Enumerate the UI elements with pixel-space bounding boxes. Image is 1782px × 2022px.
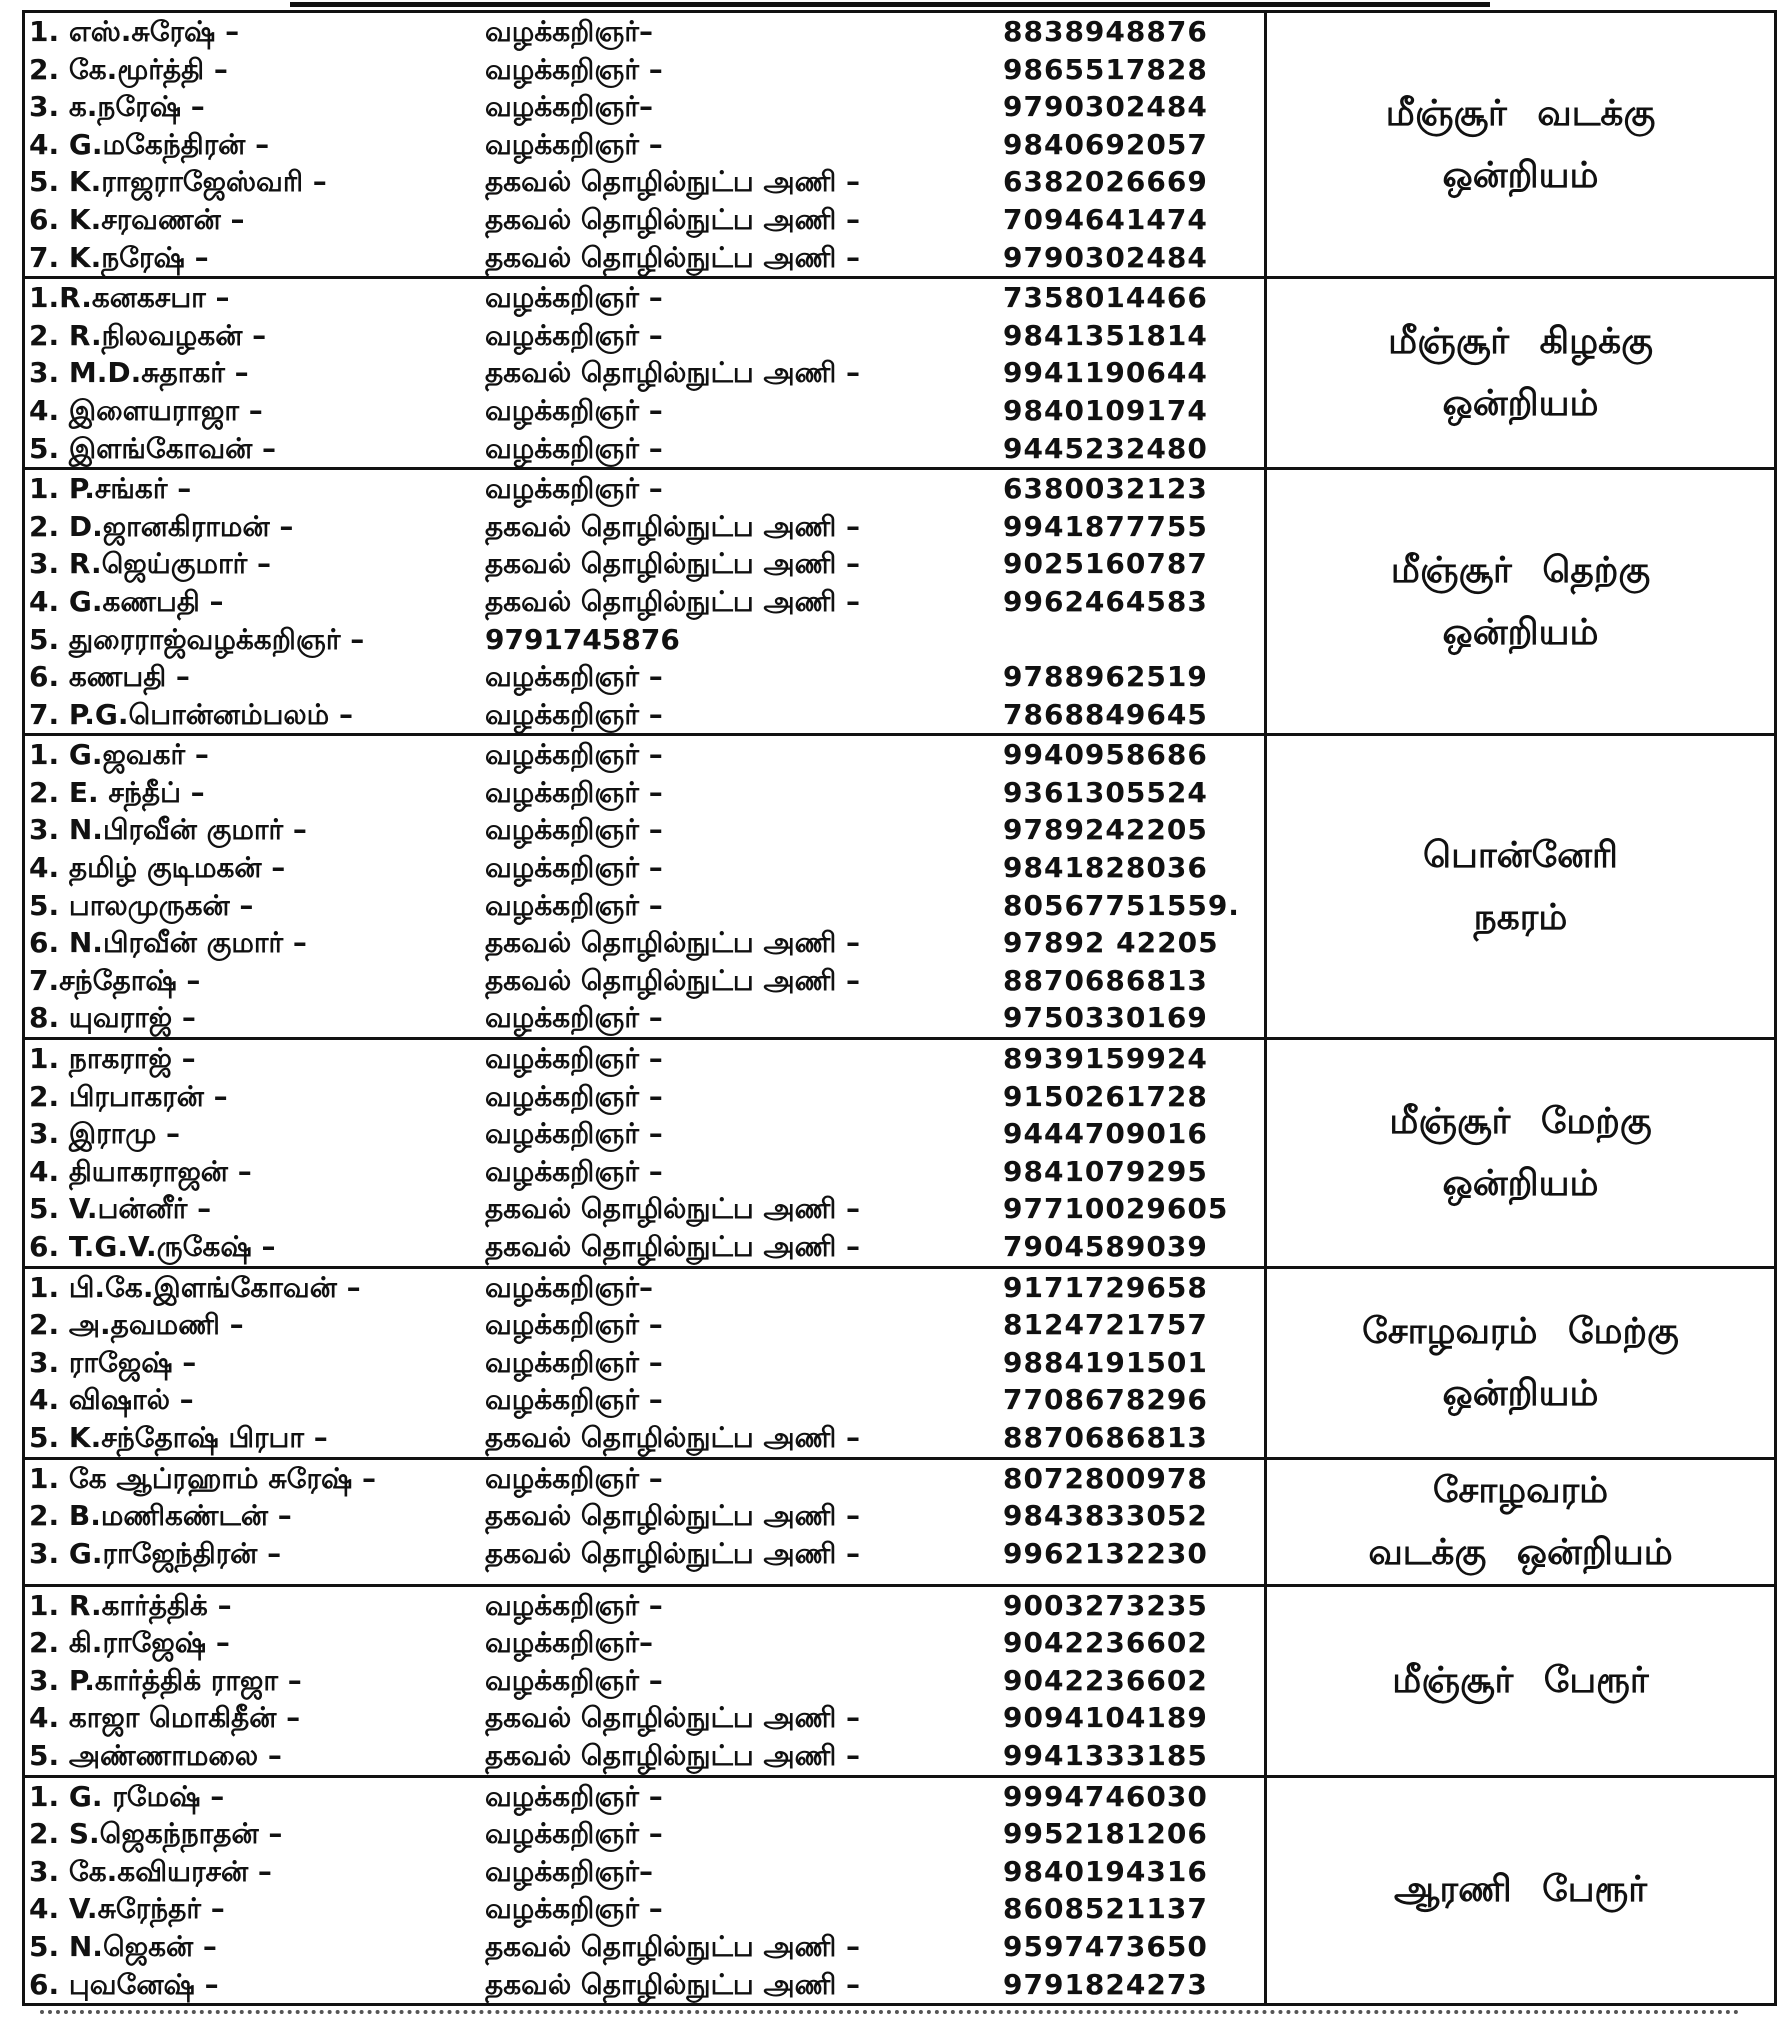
region-group bbox=[25, 736, 1774, 1040]
region-label-line: வடக்கு ஒன்றியம் bbox=[1368, 1531, 1673, 1573]
member-role: தகவல் தொழில்நுட்ப அணி – bbox=[485, 1230, 860, 1263]
member-name: 3. N.பிரவீன் குமார் – bbox=[29, 813, 307, 847]
member-name: 7.சந்தோஷ் – bbox=[29, 963, 201, 997]
member-role: வழக்கறிஞர்– bbox=[485, 1270, 653, 1304]
region-label-line: ஒன்றியம் bbox=[1442, 1372, 1599, 1414]
member-role: தகவல் தொழில்நுட்ப அணி – bbox=[485, 963, 860, 997]
member-role: வழக்கறிஞர் – bbox=[485, 52, 663, 86]
member-name: 5. N.ஜெகன் – bbox=[29, 1929, 217, 1963]
member-row bbox=[25, 583, 1264, 621]
member-role: வழக்கறிஞர் – bbox=[485, 1345, 663, 1379]
member-name: 7. K.நரேஷ் – bbox=[29, 240, 209, 274]
member-role: தகவல் தொழில்நுட்ப அணி – bbox=[485, 1420, 860, 1454]
region-name bbox=[1267, 1778, 1774, 2004]
member-name: 4. விஷால் – bbox=[29, 1383, 194, 1417]
member-phone: 9840109174 bbox=[1003, 393, 1208, 427]
region-label-line: ஒன்றியம் bbox=[1442, 611, 1599, 653]
member-phone: 9841079295 bbox=[1003, 1154, 1208, 1188]
member-phone: 9841351814 bbox=[1003, 318, 1208, 352]
member-role: வழக்கறிஞர் – bbox=[485, 472, 663, 506]
member-role: தகவல் தொழில்நுட்ப அணி – bbox=[485, 165, 860, 199]
member-phone: 9940958686 bbox=[1003, 738, 1208, 772]
member-role: தகவல் தொழில்நுட்ப அணி – bbox=[485, 1499, 860, 1533]
member-row bbox=[25, 658, 1264, 696]
member-row bbox=[25, 51, 1264, 89]
member-row bbox=[25, 317, 1264, 355]
member-phone: 9750330169 bbox=[1003, 1001, 1208, 1035]
member-name: 5. அண்ணாமலை – bbox=[29, 1738, 282, 1772]
member-name: 1.R.கனகசபா – bbox=[29, 281, 230, 315]
member-phone: 9171729658 bbox=[1003, 1270, 1208, 1304]
member-role: தகவல் தொழில்நுட்ப அணி – bbox=[485, 202, 860, 236]
region-label-line: மீஞ்சூர் கிழக்கு bbox=[1388, 321, 1653, 363]
member-phone: 9790302484 bbox=[1003, 90, 1208, 124]
member-phone: 8608521137 bbox=[1003, 1892, 1208, 1926]
member-list bbox=[25, 1587, 1267, 1775]
member-row bbox=[25, 1228, 1264, 1266]
member-role: வழக்கறிஞர் – bbox=[485, 1117, 663, 1151]
member-role: வழக்கறிஞர் – bbox=[485, 1001, 663, 1035]
region-group bbox=[25, 1040, 1774, 1269]
member-role: தகவல் தொழில்நுட்ப அணி – bbox=[485, 547, 860, 581]
member-row bbox=[25, 1306, 1264, 1344]
member-name: 2. பிரபாகரன் – bbox=[29, 1079, 228, 1113]
region-name bbox=[1267, 1460, 1774, 1584]
member-phone: 9444709016 bbox=[1003, 1117, 1208, 1151]
region-name bbox=[1267, 1040, 1774, 1266]
member-phone: 9789242205 bbox=[1003, 813, 1208, 847]
member-phone: 9597473650 bbox=[1003, 1929, 1208, 1963]
member-name: 1. G.ஜவகர் – bbox=[29, 738, 209, 772]
member-role: வழக்கறிஞர்– bbox=[485, 15, 653, 48]
member-row bbox=[25, 1535, 1264, 1573]
member-row bbox=[25, 1497, 1264, 1535]
member-role: வழக்கறிஞர் – bbox=[485, 1663, 663, 1697]
member-name: 2. கே.மூர்த்தி – bbox=[29, 52, 228, 86]
member-role: தகவல் தொழில்நுட்ப அணி – bbox=[485, 926, 860, 960]
member-role: வழக்கறிஞர் – bbox=[485, 1154, 663, 1188]
member-name: 1. நாகராஜ் – bbox=[29, 1042, 196, 1076]
member-name: 2. R.நிலவழகன் – bbox=[29, 318, 267, 352]
member-name: 4. G.கணபதி – bbox=[29, 584, 224, 618]
member-role: வழக்கறிஞர் – bbox=[485, 127, 663, 161]
member-row bbox=[25, 392, 1264, 430]
member-row bbox=[25, 774, 1264, 812]
member-row bbox=[25, 999, 1264, 1037]
member-row bbox=[25, 201, 1264, 239]
member-phone: 7868849645 bbox=[1003, 697, 1208, 731]
member-name: 6. N.பிரவீன் குமார் – bbox=[29, 926, 307, 960]
member-phone: 8870686813 bbox=[1003, 1420, 1208, 1454]
region-name bbox=[1267, 279, 1774, 467]
member-name: 3. P.கார்த்திக் ராஜா – bbox=[29, 1663, 302, 1697]
region-label-line: மீஞ்சூர் மேற்கு bbox=[1389, 1100, 1652, 1142]
member-name: 2. D.ஜானகிராமன் – bbox=[29, 509, 294, 543]
member-role: வழக்கறிஞர் – bbox=[485, 1461, 663, 1495]
member-name: 3. ராஜேஷ் – bbox=[29, 1345, 197, 1379]
member-row bbox=[25, 1153, 1264, 1191]
region-group bbox=[25, 1778, 1774, 2004]
member-name: 5. இளங்கோவன் – bbox=[29, 431, 277, 465]
member-phone: 9994746030 bbox=[1003, 1779, 1208, 1813]
member-role: தகவல் தொழில்நுட்ப அணி – bbox=[485, 240, 860, 274]
region-group bbox=[25, 279, 1774, 470]
member-name: 6. K.சரவணன் – bbox=[29, 202, 245, 236]
top-rule bbox=[290, 2, 1490, 7]
region-name bbox=[1267, 736, 1774, 1037]
member-phone: 8072800978 bbox=[1003, 1461, 1208, 1495]
member-name: 2. S.ஜெகந்நாதன் – bbox=[29, 1817, 283, 1851]
member-row bbox=[25, 88, 1264, 126]
member-phone: 9962132230 bbox=[1003, 1536, 1208, 1570]
member-role: வழக்கறிஞர்– bbox=[485, 1626, 653, 1660]
member-row bbox=[25, 508, 1264, 546]
member-phone: 9042236602 bbox=[1003, 1626, 1208, 1660]
member-role: தகவல் தொழில்நுட்ப அணி – bbox=[485, 1192, 860, 1226]
member-phone: 97892 42205 bbox=[1003, 926, 1219, 960]
footer-divider bbox=[40, 2010, 1740, 2018]
member-name: 6. T.G.V.ருகேஷ் – bbox=[29, 1230, 276, 1263]
member-phone: 9841828036 bbox=[1003, 851, 1208, 885]
member-phone: 8939159924 bbox=[1003, 1042, 1208, 1076]
member-phone: 9791824273 bbox=[1003, 1967, 1208, 2001]
member-phone: 9941333185 bbox=[1003, 1738, 1208, 1772]
member-phone: 9094104189 bbox=[1003, 1701, 1208, 1735]
region-label-line: நகரம் bbox=[1473, 896, 1568, 938]
member-row bbox=[25, 621, 1264, 659]
member-name: 5. V.பன்னீர் – bbox=[29, 1192, 212, 1226]
member-role: தகவல் தொழில்நுட்ப அணி – bbox=[485, 356, 860, 390]
member-name: 4. V.சுரேந்தர் – bbox=[29, 1892, 225, 1926]
member-row bbox=[25, 1662, 1264, 1700]
member-name: 2. B.மணிகண்டன் – bbox=[29, 1499, 292, 1533]
member-phone: 9150261728 bbox=[1003, 1079, 1208, 1113]
member-role: தகவல் தொழில்நுட்ப அணி – bbox=[485, 1929, 860, 1963]
member-role: வழக்கறிஞர் – bbox=[485, 1779, 663, 1813]
member-name: 4. தமிழ் குடிமகன் – bbox=[29, 851, 286, 885]
member-list bbox=[25, 470, 1267, 733]
member-row bbox=[25, 696, 1264, 734]
member-phone: 8124721757 bbox=[1003, 1308, 1208, 1342]
member-row bbox=[25, 163, 1264, 201]
member-phone: 7094641474 bbox=[1003, 202, 1208, 236]
member-phone: 9941190644 bbox=[1003, 356, 1208, 390]
member-name: 5. K.சந்தோஷ் பிரபா – bbox=[29, 1420, 328, 1454]
member-role: தகவல் தொழில்நுட்ப அணி – bbox=[485, 1701, 860, 1735]
member-role: வழக்கறிஞர்– bbox=[485, 1854, 653, 1888]
member-phone: 9843833052 bbox=[1003, 1499, 1208, 1533]
member-row bbox=[25, 1778, 1264, 1816]
member-phone: 9025160787 bbox=[1003, 547, 1208, 581]
contact-table bbox=[22, 10, 1777, 2006]
member-name: 1. G. ரமேஷ் – bbox=[29, 1779, 225, 1813]
member-name: 1. எஸ்.சுரேஷ் – bbox=[29, 15, 240, 48]
member-role: தகவல் தொழில்நுட்ப அணி – bbox=[485, 509, 860, 543]
region-name bbox=[1267, 470, 1774, 733]
member-phone: 9788962519 bbox=[1003, 660, 1208, 694]
region-group bbox=[25, 1269, 1774, 1460]
member-row bbox=[25, 1040, 1264, 1078]
member-row bbox=[25, 1419, 1264, 1457]
member-role: வழக்கறிஞர் – bbox=[485, 775, 663, 809]
member-row bbox=[25, 887, 1264, 925]
member-name: 4. G.மகேந்திரன் – bbox=[29, 127, 270, 161]
member-role: வழக்கறிஞர் – bbox=[485, 393, 663, 427]
member-role: தகவல் தொழில்நுட்ப அணி – bbox=[485, 1536, 860, 1570]
member-phone: 9003273235 bbox=[1003, 1588, 1208, 1622]
member-phone: 9840692057 bbox=[1003, 127, 1208, 161]
member-row bbox=[25, 279, 1264, 317]
member-phone: 9941877755 bbox=[1003, 509, 1208, 543]
member-role: வழக்கறிஞர் – bbox=[485, 738, 663, 772]
member-name: 5. பாலமுருகன் – bbox=[29, 888, 254, 922]
member-role: வழக்கறிஞர் – bbox=[485, 813, 663, 847]
member-phone: 7708678296 bbox=[1003, 1383, 1208, 1417]
member-role: வழக்கறிஞர் – bbox=[485, 1817, 663, 1851]
member-row bbox=[25, 1737, 1264, 1775]
member-name: 3. கே.கவியரசன் – bbox=[29, 1854, 272, 1888]
member-name: 3. R.ஜெய்குமார் – bbox=[29, 547, 271, 581]
member-role: வழக்கறிஞர் – bbox=[485, 318, 663, 352]
member-row bbox=[25, 239, 1264, 277]
region-name bbox=[1267, 1587, 1774, 1775]
member-role: வழக்கறிஞர் – bbox=[485, 1588, 663, 1622]
member-name: 6. கணபதி – bbox=[29, 660, 190, 694]
member-role: வழக்கறிஞர் – bbox=[485, 1079, 663, 1113]
member-list bbox=[25, 1460, 1267, 1584]
member-row bbox=[25, 962, 1264, 1000]
member-row bbox=[25, 1190, 1264, 1228]
member-list bbox=[25, 736, 1267, 1037]
member-name: 3. G.ராஜேந்திரன் – bbox=[29, 1536, 282, 1570]
member-row bbox=[25, 849, 1264, 887]
member-name: 1. பி.கே.இளங்கோவன் – bbox=[29, 1270, 361, 1304]
member-row bbox=[25, 1381, 1264, 1419]
member-role: தகவல் தொழில்நுட்ப அணி – bbox=[485, 1738, 860, 1772]
member-name: 2. கி.ராஜேஷ் – bbox=[29, 1626, 230, 1660]
member-row bbox=[25, 545, 1264, 583]
member-row bbox=[25, 1115, 1264, 1153]
member-phone: 97710029605 bbox=[1003, 1192, 1229, 1226]
region-name bbox=[1267, 1269, 1774, 1457]
member-name: 6. புவனேஷ் – bbox=[29, 1967, 219, 2001]
region-label-line: ஆரணி பேரூர் bbox=[1393, 1869, 1648, 1911]
member-phone: 6380032123 bbox=[1003, 472, 1208, 506]
member-role: வழக்கறிஞர் – bbox=[485, 1042, 663, 1076]
member-row bbox=[25, 430, 1264, 468]
region-label-line: சோழவரம் மேற்கு bbox=[1362, 1310, 1679, 1352]
member-name: 4. தியாகராஜன் – bbox=[29, 1154, 252, 1188]
member-name: 5. K.ராஜராஜேஸ்வரி – bbox=[29, 165, 327, 199]
member-row bbox=[25, 1460, 1264, 1498]
region-label-line: ஒன்றியம் bbox=[1442, 383, 1599, 425]
region-group bbox=[25, 1587, 1774, 1778]
member-phone: 9840194316 bbox=[1003, 1854, 1208, 1888]
member-name: 4. காஜா மொகிதீன் – bbox=[29, 1701, 301, 1735]
member-role: தகவல் தொழில்நுட்ப அணி – bbox=[485, 584, 860, 618]
member-row bbox=[25, 1344, 1264, 1382]
member-phone: 9790302484 bbox=[1003, 240, 1208, 274]
region-name bbox=[1267, 13, 1774, 276]
member-list bbox=[25, 279, 1267, 467]
member-phone: 8838948876 bbox=[1003, 15, 1208, 48]
region-label-line: மீஞ்சூர் தெற்கு bbox=[1390, 549, 1651, 591]
member-name: 1. கே ஆப்ரஹாம் சுரேஷ் – bbox=[29, 1461, 377, 1495]
member-phone: 7904589039 bbox=[1003, 1230, 1208, 1263]
member-role: வழக்கறிஞர் – bbox=[485, 888, 663, 922]
member-role: வழக்கறிஞர் – bbox=[485, 697, 663, 731]
member-role: தகவல் தொழில்நுட்ப அணி – bbox=[485, 1967, 860, 2001]
member-phone: 9445232480 bbox=[1003, 431, 1208, 465]
member-name: 5. துரைராஜ்வழக்கறிஞர் – bbox=[29, 622, 365, 656]
member-role: வழக்கறிஞர் – bbox=[485, 1383, 663, 1417]
member-role: வழக்கறிஞர் – bbox=[485, 1308, 663, 1342]
member-role: வழக்கறிஞர் – bbox=[485, 851, 663, 885]
member-name: 4. இளையராஜா – bbox=[29, 393, 263, 427]
region-label-line: ஒன்றியம் bbox=[1442, 154, 1599, 196]
member-name: 8. யுவராஜ் – bbox=[29, 1001, 196, 1035]
member-row bbox=[25, 1587, 1264, 1625]
member-list bbox=[25, 1778, 1267, 2004]
member-list bbox=[25, 13, 1267, 276]
member-role: வழக்கறிஞர் – bbox=[485, 660, 663, 694]
member-role: 9791745876 bbox=[485, 622, 680, 656]
member-row bbox=[25, 811, 1264, 849]
member-name: 2. E. சந்தீப் – bbox=[29, 775, 205, 809]
member-role: வழக்கறிஞர் – bbox=[485, 1892, 663, 1926]
member-row bbox=[25, 1890, 1264, 1928]
member-row bbox=[25, 1928, 1264, 1966]
member-list bbox=[25, 1040, 1267, 1266]
member-phone: 7358014466 bbox=[1003, 281, 1208, 315]
member-phone: 9865517828 bbox=[1003, 52, 1208, 86]
member-name: 2. அ.தவமணி – bbox=[29, 1308, 244, 1342]
region-group bbox=[25, 13, 1774, 279]
member-row bbox=[25, 1078, 1264, 1116]
member-name: 3. க.நரேஷ் – bbox=[29, 90, 205, 124]
member-phone: 6382026669 bbox=[1003, 165, 1208, 199]
member-row bbox=[25, 13, 1264, 51]
member-phone: 80567751559. bbox=[1003, 888, 1240, 922]
member-phone: 9042236602 bbox=[1003, 1663, 1208, 1697]
member-phone: 8870686813 bbox=[1003, 963, 1208, 997]
member-row bbox=[25, 1966, 1264, 2004]
member-row bbox=[25, 924, 1264, 962]
member-role: வழக்கறிஞர் – bbox=[485, 281, 663, 315]
member-list bbox=[25, 1269, 1267, 1457]
member-name: 7. P.G.பொன்னம்பலம் – bbox=[29, 697, 353, 731]
member-row bbox=[25, 1853, 1264, 1891]
member-role: வழக்கறிஞர் – bbox=[485, 431, 663, 465]
region-label-line: மீஞ்சூர் பேரூர் bbox=[1392, 1659, 1649, 1701]
member-name: 3. இராமு – bbox=[29, 1117, 181, 1151]
member-name: 3. M.D.சுதாகர் – bbox=[29, 356, 249, 390]
member-phone: 9962464583 bbox=[1003, 584, 1208, 618]
member-row bbox=[25, 1699, 1264, 1737]
member-row bbox=[25, 1269, 1264, 1307]
member-phone: 9361305524 bbox=[1003, 775, 1208, 809]
member-row bbox=[25, 354, 1264, 392]
member-row bbox=[25, 126, 1264, 164]
member-row bbox=[25, 736, 1264, 774]
region-label-line: மீஞ்சூர் வடக்கு bbox=[1385, 92, 1656, 134]
region-group bbox=[25, 470, 1774, 736]
member-row bbox=[25, 1624, 1264, 1662]
member-name: 1. R.கார்த்திக் – bbox=[29, 1588, 232, 1622]
member-phone: 9884191501 bbox=[1003, 1345, 1208, 1379]
region-label-line: சோழவரம் bbox=[1432, 1469, 1609, 1511]
member-role: வழக்கறிஞர்– bbox=[485, 90, 653, 124]
member-row bbox=[25, 470, 1264, 508]
region-label-line: ஒன்றியம் bbox=[1442, 1162, 1599, 1204]
member-row bbox=[25, 1815, 1264, 1853]
region-group bbox=[25, 1460, 1774, 1587]
region-label-line: பொன்னேரி bbox=[1423, 834, 1618, 876]
member-phone: 9952181206 bbox=[1003, 1817, 1208, 1851]
member-name: 1. P.சங்கர் – bbox=[29, 472, 192, 506]
